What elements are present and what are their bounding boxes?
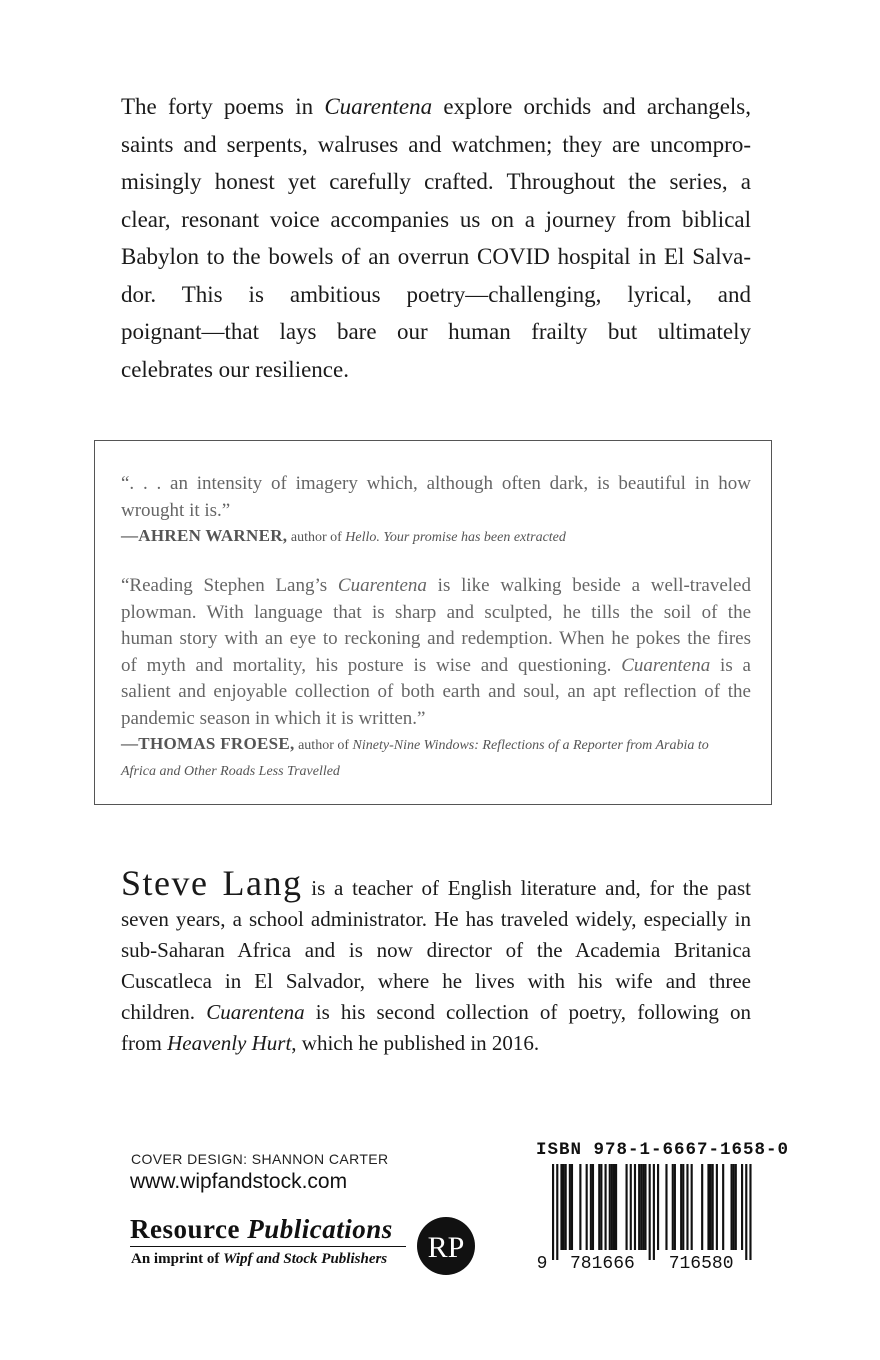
barcode-bar (611, 1164, 613, 1250)
endorsement-froese (121, 573, 751, 784)
cover-design-credit: COVER DESIGN: SHANNON CARTER (131, 1151, 389, 1167)
barcode-bar (586, 1164, 588, 1250)
isbn-label: ISBN 978-1-6667-1658-0 (536, 1140, 790, 1160)
publisher-logo-text: RP (427, 1231, 465, 1264)
blurb-line: clear, resonant voice accompanies us on a journey from biblical (121, 206, 751, 232)
barcode-bar (640, 1164, 642, 1250)
endorsement-attribution-cont: Africa and Other Roads Less Travelled (121, 764, 340, 779)
endorsements-box (94, 440, 772, 805)
barcode-bar (682, 1164, 684, 1250)
publisher-name: Resource Publications (130, 1214, 393, 1244)
barcode-digits: 9 (536, 1254, 548, 1272)
endorsement-warner (121, 471, 751, 550)
barcode-bar (560, 1164, 562, 1250)
endorsement-attribution: —THOMAS FROESE, author of Ninety-Nine Windows: Reflections of a Reporter from Arabia to (121, 734, 709, 753)
quote-line: wrought it is.” (121, 499, 231, 521)
bio-line: seven years, a school administrator. He has traveled widely, especially in (121, 907, 751, 931)
author-bio (121, 862, 751, 1059)
barcode-bar (565, 1164, 567, 1250)
barcode-bar (590, 1164, 592, 1250)
quote-line: salient and enjoyable collection of both earth and soul, an apt reflection of the (121, 681, 751, 702)
bio-line: children. Cuarentena is his second collection of poetry, following on (121, 1000, 751, 1024)
barcode-bar (556, 1164, 558, 1260)
barcode-bar (722, 1164, 724, 1250)
blurb-line: celebrates our resilience. (121, 356, 349, 382)
isbn-barcode (536, 1164, 754, 1272)
barcode-bar (745, 1164, 747, 1260)
book-blurb (121, 88, 751, 388)
quote-line: “. . . an intensity of imagery which, although often dark, is beautiful in how (121, 473, 751, 494)
bio-line: from Heavenly Hurt, which he published in 2016. (121, 1031, 540, 1055)
barcode-bar (733, 1164, 735, 1250)
barcode-bar (716, 1164, 718, 1250)
endorsement-attribution: —AHREN WARNER, author of Hello. Your promise has been extracted (121, 526, 566, 545)
blurb-line: misingly honest yet carefully crafted. Throughout the series, a (121, 169, 751, 194)
bio-line: Cuscatleca in El Salvador, where he lives with his wife and three (121, 969, 751, 993)
barcode-bar (638, 1164, 640, 1250)
barcode-bar (571, 1164, 573, 1250)
barcode-bar (552, 1164, 554, 1260)
publisher-divider (130, 1246, 406, 1247)
barcode-bar (701, 1164, 703, 1250)
barcode-bar (710, 1164, 712, 1250)
barcode-bar (707, 1164, 709, 1250)
barcode-bar (605, 1164, 607, 1250)
barcode-bar (672, 1164, 674, 1250)
blurb-line: The forty poems in Cuarentena explore orchids and archangels, (121, 94, 751, 119)
publisher-imprint: An imprint of Wipf and Stock Publishers (131, 1251, 388, 1267)
barcode-digits: 716580 (668, 1254, 734, 1272)
barcode-bar (665, 1164, 667, 1250)
blurb-line: saints and serpents, walruses and watchmen; they are uncompro- (121, 131, 751, 157)
barcode-digits: 781666 (569, 1254, 635, 1272)
barcode-bar (579, 1164, 581, 1250)
barcode-bar (634, 1164, 636, 1250)
blurb-line: dor. This is ambitious poetry—challenging, lyrical, and (121, 281, 751, 307)
barcode-bar (598, 1164, 600, 1250)
barcode-bar (626, 1164, 628, 1250)
barcode-bar (642, 1164, 644, 1250)
barcode-bar (592, 1164, 594, 1250)
barcode-bar (712, 1164, 714, 1250)
quote-line: “Reading Stephen Lang’s Cuarentena is like walking beside a well-traveled (121, 575, 751, 596)
barcode-bar (680, 1164, 682, 1250)
blurb-line: poignant—that lays bare our human frailty but ultimately (121, 319, 751, 344)
barcode-bar (630, 1164, 632, 1250)
barcode-bar (674, 1164, 676, 1250)
quote-line: plowman. With language that is sharp and sculpted, he tills the soil of the (121, 601, 751, 623)
bio-line: Steve Lang is a teacher of English literature and, for the past (121, 863, 751, 903)
barcode-bar (569, 1164, 571, 1250)
blurb-line: Babylon to the bowels of an overrun COVID hospital in El Salva- (121, 244, 751, 269)
barcode-bar (741, 1164, 743, 1250)
barcode-bar (609, 1164, 611, 1250)
barcode-bar (686, 1164, 688, 1250)
quote-line: pandemic season in which it is written.” (121, 707, 426, 729)
barcode-bar (735, 1164, 737, 1250)
barcode-bar (731, 1164, 733, 1250)
author-name: Steve Lang (121, 863, 303, 903)
quote-line: of myth and mortality, his posture is wise and questioning. Cuarentena is a (121, 654, 751, 676)
barcode-bar (644, 1164, 646, 1250)
barcode-bar (613, 1164, 615, 1250)
barcode-bar (653, 1164, 655, 1260)
publisher-logo (417, 1217, 475, 1275)
quote-line: human story with an eye to reckoning and redemption. When he pokes the fires (121, 628, 751, 649)
publisher-url[interactable]: www.wipfandstock.com (130, 1170, 348, 1193)
barcode-bar (615, 1164, 617, 1250)
barcode-bar (749, 1164, 751, 1260)
barcode-bar (600, 1164, 602, 1250)
barcode-bar (563, 1164, 565, 1250)
bio-line: sub-Saharan Africa and is now director of the Academia Britanica (121, 938, 751, 962)
barcode-bar (691, 1164, 693, 1250)
barcode-bar (657, 1164, 659, 1250)
barcode-bar (649, 1164, 651, 1260)
